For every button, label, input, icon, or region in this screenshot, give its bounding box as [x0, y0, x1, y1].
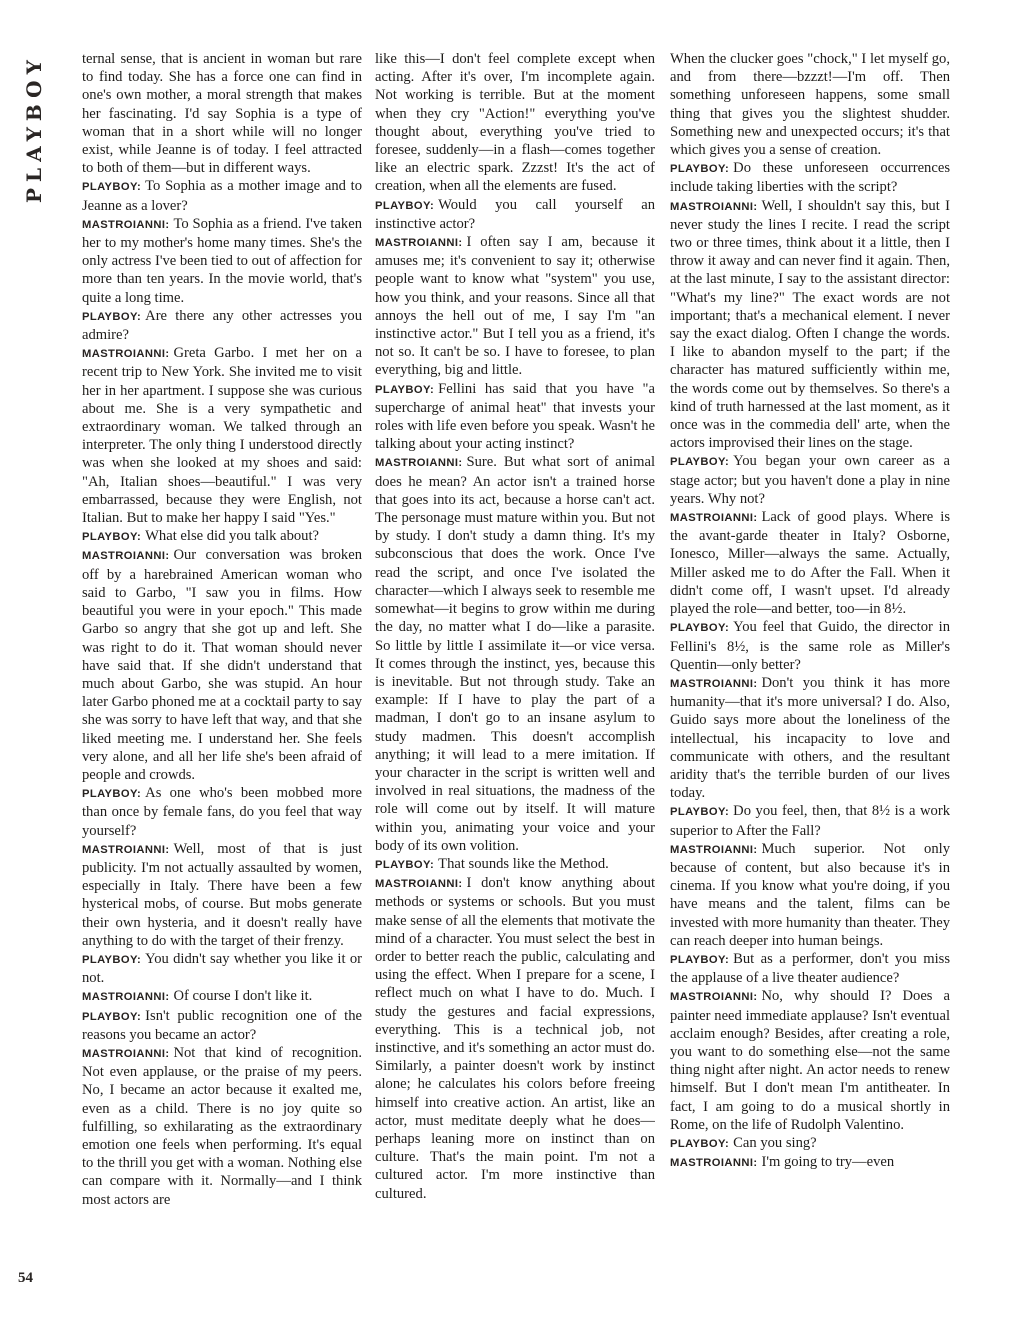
speaker-label: MASTROIANNI: — [670, 991, 758, 1004]
interview-paragraph — [82, 1007, 362, 1044]
speaker-label: PLAYBOY: — [670, 806, 730, 819]
paragraph-text: Isn't public recognition one of the reasons you became an actor? — [82, 1007, 362, 1043]
interview-paragraph — [82, 546, 362, 784]
interview-paragraph — [82, 950, 362, 987]
paragraph-text: Are there any other actresses you admire? — [82, 307, 362, 344]
paragraph-text: I don't know anything about methods or systems or schools. But you must make sense of all the elements that motivate the mind of a character. You must select the best in order to better reach the public, calculating and using the effect. When I prepare for a scene, I reflect much on what I have to do. Much. I study the gestures and facial expressions, everything. This is a technical job, not instinctive, and it's something an actor must do. Similarly, a painter doesn't work by instinct alone; he calculates his colors before freeing himself into creative action. An artist, like an actor, must meditate deeply what he does—perhaps leaning more on instinct than on culture. That's the main point. I'm not a cultured actor. I'm more instinctive than cultured. — [375, 875, 655, 1202]
interview-paragraph — [670, 618, 950, 674]
speaker-label: PLAYBOY: — [670, 622, 730, 635]
paragraph-text: I often say I am, because it amuses me; it's convenient to say it; otherwise people want to know what "system" you use, how you think, and your reasons. Since all that annoys the hell out of me, I say I'm "an instinctive actor." But I tell you as a friend, it's not so. It can't be so. I have to foresee, to plan everything, big and little. — [375, 234, 655, 379]
paragraph-text: Do these unforeseen occurrences include taking liberties with the script? — [670, 160, 950, 196]
speaker-label: MASTROIANNI: — [375, 878, 463, 891]
interview-paragraph — [670, 1134, 950, 1153]
speaker-label: MASTROIANNI: — [670, 200, 758, 213]
speaker-label: MASTROIANNI: — [82, 218, 170, 231]
continued-paragraph: ternal sense, that is ancient in woman but rare to find today. She has a force one can find in one's own mother, a moral strength that makes her fascinating. I'd say Sophia is a type of woman that in a short while will no longer exist, while Jeanne is of today. I feel attracted to both of them—but in different ways. — [82, 51, 362, 177]
speaker-label: MASTROIANNI: — [82, 991, 170, 1004]
interview-paragraph — [670, 802, 950, 839]
magazine-side-label: PLAYBOY — [22, 54, 46, 204]
interview-paragraph — [82, 307, 362, 344]
speaker-label: MASTROIANNI: — [375, 237, 463, 250]
paragraph-text: Much superior. Not only because of content, but also because it's in cinema. If you know what you're doing, if you have means and the talent, films can be invested with more humanity than theater. They can reach deeper into human beings. — [670, 840, 950, 949]
paragraph-text: Not that kind of recognition. Not even applause, or the praise of my peers. No, I became an actor because it exalted me, even as a child. There is no joy quite so fulfilling, so exhilarating as the extraordinary emotion one feels when performing. It's equal to the thrill you get with a woman. Nothing else can compare with it. Normally—and I think most actors are — [82, 1044, 362, 1208]
speaker-label: MASTROIANNI: — [670, 512, 758, 525]
interview-paragraph — [375, 233, 655, 380]
paragraph-text: To Sophia as a mother image and to Jeanne as a lover? — [82, 178, 362, 214]
interview-paragraph — [670, 674, 950, 802]
speaker-label: MASTROIANNI: — [82, 1047, 170, 1060]
speaker-label: MASTROIANNI: — [82, 550, 170, 563]
interview-paragraph — [670, 1153, 950, 1172]
interview-paragraph — [375, 855, 655, 874]
paragraph-text: Lack of good plays. Where is the avant-garde theater in Italy? Osborne, Ionesco, Miller—always the same. Actually, Miller asked me to do After the Fall. When it didn't come off, I wasn't upset. I'd already played the role—and better, too—in 8½. — [670, 509, 950, 618]
interview-paragraph — [82, 527, 362, 546]
text-column-1 — [82, 50, 362, 1295]
speaker-label: PLAYBOY: — [670, 163, 730, 176]
interview-paragraph — [82, 215, 362, 307]
page-number: 54 — [18, 1270, 33, 1286]
paragraph-text: Do you feel, then, that 8½ is a work superior to After the Fall? — [670, 803, 950, 839]
speaker-label: PLAYBOY: — [82, 531, 142, 544]
interview-paragraph — [82, 987, 362, 1006]
interview-paragraph — [670, 197, 950, 453]
paragraph-text: Fellini has said that you have "a supercharge of animal heat" that invests your roles with life even before you speak. Wasn't he talking about your acting instinct? — [375, 380, 655, 453]
paragraph-text: Of course I don't like it. — [173, 988, 313, 1005]
speaker-label: PLAYBOY: — [82, 788, 142, 801]
speaker-label: PLAYBOY: — [82, 310, 142, 323]
paragraph-text: Our conversation was broken off by a harebrained American woman who said to Garbo, "I saw you in films. How beautiful you were in your epoch." This made Garbo so angry that she got up and left. She was right to do it. That woman should never have said that. If she didn't understand that much about Garbo, she was stupid. An hour later Garbo phoned me at a cocktail party to say she was sorry to have left that way, and that she liked meeting me. I understand her. She feels very alone, and all her life she's been afraid of people and crowds. — [82, 547, 362, 783]
text-column-2 — [375, 50, 655, 1295]
interview-paragraph — [375, 196, 655, 233]
speaker-label: MASTROIANNI: — [670, 843, 758, 856]
paragraph-text: That sounds like the Method. — [438, 855, 609, 872]
paragraph-text: Can you sing? — [733, 1134, 817, 1151]
paragraph-text: But as a performer, don't you miss the applause of a live theater audience? — [670, 950, 950, 987]
interview-paragraph — [82, 1044, 362, 1209]
paragraph-text: You feel that Guido, the director in Fellini's 8½, is the same role as Miller's Quentin—only better? — [670, 619, 950, 673]
speaker-label: PLAYBOY: — [670, 1137, 730, 1150]
paragraph-text: I'm going to try—even — [761, 1154, 895, 1171]
paragraph-text: What else did you talk about? — [145, 528, 320, 545]
paragraph-text: You didn't say whether you like it or not. — [82, 950, 362, 987]
paragraph-text: Well, most of that is just publicity. I'm not actually assaulted by women, especially in Italy. There have been a few hysterical mobs, of course. But mobs generate their own hysteria, and it doesn't really have anything to do with the target of their frenzy. — [82, 840, 362, 949]
interview-paragraph — [670, 840, 950, 950]
paragraph-text: Well, I shouldn't say this, but I never study the lines I recite. I read the script two or three times, think about it a little, then I throw it away and can never find it again. Then, at the last minute, I say to the assistant director: "What's my line?" The exact words are not important; that's a mechanical element. I never say the exact dialog. Often I change the words. I like to abandon myself to the part; if the character has matured sufficiently within me, the words come out by themselves. So there's a kind of truth harnessed at the last moment, as it once was in the commedia dell' arte, when the actors improvised their lines on the stage. — [670, 197, 950, 452]
speaker-label: MASTROIANNI: — [670, 677, 758, 690]
interview-paragraph — [82, 177, 362, 214]
interview-paragraph — [670, 452, 950, 508]
interview-paragraph — [375, 380, 655, 454]
paragraph-text: To Sophia as a friend. I've taken her to my mother's home many times. She's the only actress I've been tied to out of affection for more than ten years. In the movie world, that's quite a long time. — [82, 215, 362, 306]
paragraph-text: As one who's been mobbed more than once by female fans, do you feel that way yourself? — [82, 785, 362, 839]
speaker-label: PLAYBOY: — [82, 1010, 142, 1023]
interview-paragraph — [670, 159, 950, 196]
paragraph-text: Greta Garbo. I met her on a recent trip to New York. She invited me to visit her in her apartment. I suppose she was curious about me. She is a very sympathetic and extraordinary woman. We talked through an interpreter. The only thing I understood directly was when she looked at my shoes and said: "Ah, Italian shoes—beautiful." I was very embarrassed, because they were English, not Italian. But to make her happy I said "Yes." — [82, 345, 362, 527]
interview-paragraph — [670, 987, 950, 1134]
text-column-3 — [670, 50, 950, 1295]
speaker-label: MASTROIANNI: — [82, 843, 170, 856]
paragraph-text: No, why should I? Does a painter need immediate applause? Isn't eventual acclaim enough? Besides, after creating a role, you want to do something else—not the same thing night after night. An actor needs to renew himself. But I don't mean I'm antitheater. In fact, I am going to do a musical shortly in Rome, on the life of Rudolph Valentino. — [670, 988, 950, 1133]
continued-paragraph: When the clucker goes "chock," I let myself go, and from there—bzzzt!—I'm off. Then something unforeseen happens, some small thing that gives you the slightest shudder. Something new and unexpected occurs; it's that which gives you a sense of creation. — [670, 51, 950, 159]
speaker-label: PLAYBOY: — [375, 858, 435, 871]
speaker-label: PLAYBOY: — [670, 953, 730, 966]
continued-paragraph: like this—I don't feel complete except when acting. After it's over, I'm incomplete again. Not working is terrible. But at the moment when they cry "Action!" everything you've thought about, everything you've tried to foresee, suddenly—in a flash—comes together like an electric spark. Zzzst! It's the act of creation, when all the elements are fused. — [375, 51, 655, 195]
paragraph-text: Don't you think it has more humanity—that it's more universal? I do. Also, Guido says more about the loneliness of the intellectual, his incapacity to love and communicate with others, and the resultant aridity that's the terrible burden of our lives today. — [670, 674, 950, 802]
speaker-label: PLAYBOY: — [82, 181, 142, 194]
paragraph-text: Sure. But what sort of animal does he mean? An actor isn't a trained horse that goes into its act, because a horse can't act. The personage must mature within you. But not by study. I don't study a damn thing. It's my subconscious that does the work. Once I've read the script, and once I've isolated the character—which I always seek to resemble me somewhat—it begins to grow within me during the day, no matter what I do—like a parasite. So little by little I assimilate it—or vice versa. It comes through the instinct, yes, because this is inevitable. But not through study. Take an example: If I have to play the part of a madman, I don't go to an insane asylum to study madmen. This doesn't accomplish anything; it will lead to a mere imitation. If your character in the script is written well and involved in real situations, the madness of the role will come out by itself. It will mature within you, animating your voice and your body of its own volition. — [375, 454, 655, 854]
speaker-label: MASTROIANNI: — [375, 457, 463, 470]
speaker-label: PLAYBOY: — [375, 199, 435, 212]
interview-paragraph — [670, 508, 950, 618]
speaker-label: MASTROIANNI: — [82, 348, 170, 361]
paragraph-text: You began your own career as a stage actor; but you haven't done a play in nine years. Why not? — [670, 453, 950, 507]
speaker-label: MASTROIANNI: — [670, 1157, 758, 1170]
interview-paragraph — [375, 874, 655, 1203]
interview-paragraph — [670, 950, 950, 987]
interview-paragraph — [375, 453, 655, 854]
paragraph-text: Would you call yourself an instinctive actor? — [375, 196, 655, 232]
speaker-label: PLAYBOY: — [670, 456, 730, 469]
interview-paragraph — [82, 344, 362, 527]
interview-paragraph — [82, 784, 362, 840]
speaker-label: PLAYBOY: — [375, 383, 435, 396]
speaker-label: PLAYBOY: — [82, 953, 142, 966]
interview-paragraph — [82, 840, 362, 950]
